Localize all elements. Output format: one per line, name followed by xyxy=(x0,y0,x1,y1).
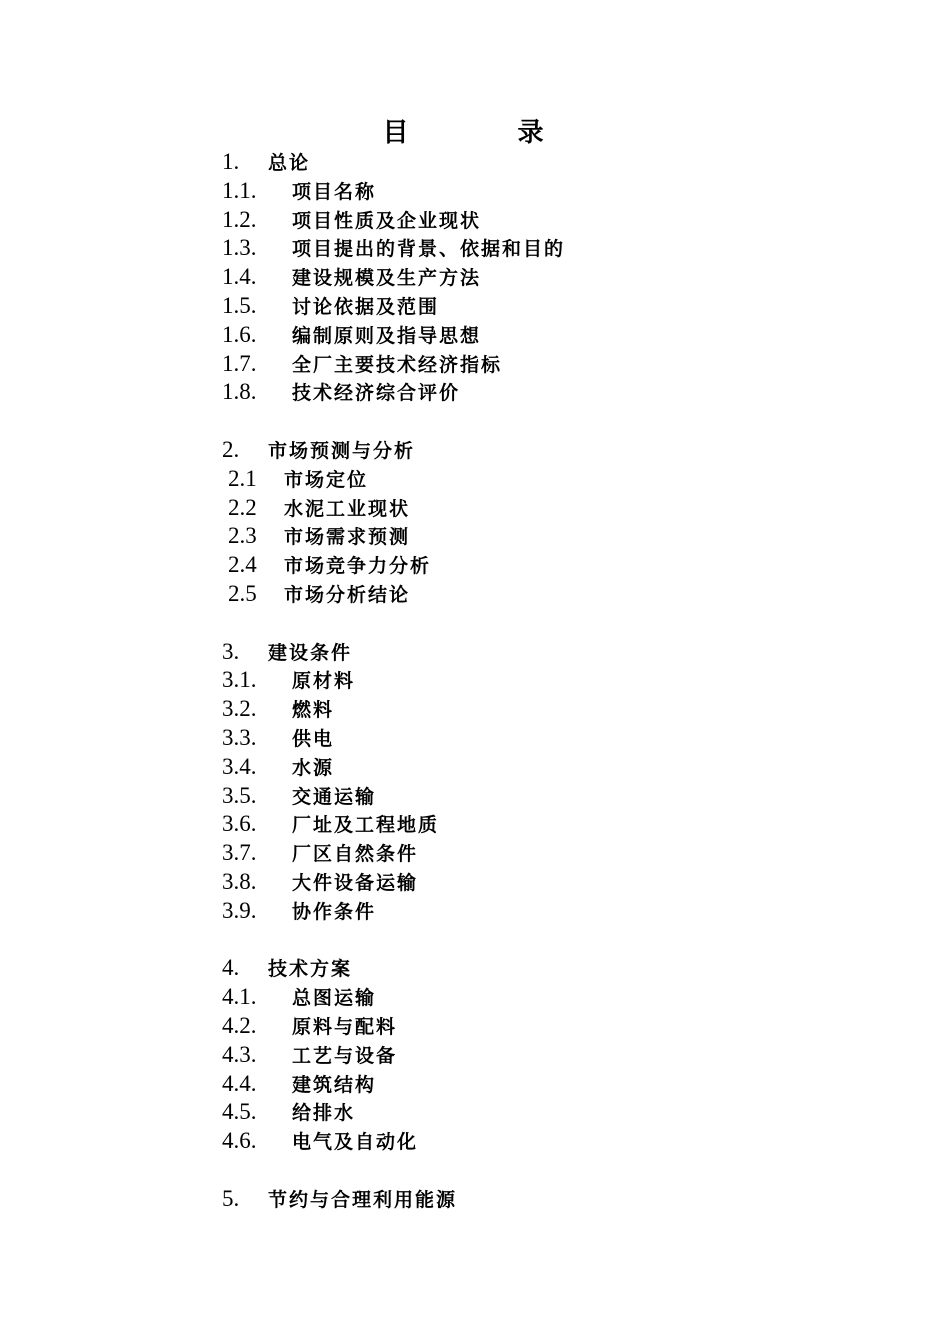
toc-section[interactable] xyxy=(222,638,862,667)
toc-entry[interactable] xyxy=(222,1127,862,1156)
toc-number: 2.3 xyxy=(228,523,257,549)
toc-title: 工艺与设备 xyxy=(292,1044,398,1067)
toc-number: 2.1 xyxy=(228,465,257,491)
page-title: 目 录 xyxy=(382,118,594,148)
toc-title: 项目性质及企业现状 xyxy=(292,209,482,232)
toc-number: 4.3. xyxy=(222,1041,257,1067)
toc-entry[interactable] xyxy=(222,292,862,321)
toc-title: 电气及自动化 xyxy=(292,1131,419,1154)
toc-entry[interactable] xyxy=(222,868,862,897)
toc-entry[interactable] xyxy=(222,494,862,523)
toc-title: 大件设备运输 xyxy=(292,871,419,894)
toc-title: 燃料 xyxy=(292,699,335,722)
toc-title: 项目名称 xyxy=(292,180,377,203)
toc-number: 1.1. xyxy=(222,177,257,203)
toc-entry[interactable] xyxy=(222,234,862,263)
toc-entry[interactable] xyxy=(222,1041,862,1070)
toc-entry[interactable] xyxy=(222,522,862,551)
toc-title: 全厂主要技术经济指标 xyxy=(292,353,503,376)
toc-entry[interactable] xyxy=(222,551,862,580)
toc-number: 2. xyxy=(222,436,240,462)
toc-entry[interactable] xyxy=(222,206,862,235)
toc-entry[interactable] xyxy=(222,810,862,839)
toc-number: 1. xyxy=(222,149,240,174)
toc-title: 协作条件 xyxy=(292,900,377,923)
toc-entry[interactable] xyxy=(222,753,862,782)
toc-title: 厂区自然条件 xyxy=(292,843,419,866)
toc-number: 4.4. xyxy=(222,1070,257,1096)
toc-entry[interactable] xyxy=(222,724,862,753)
toc-entry[interactable] xyxy=(222,378,862,407)
toc-title: 建筑结构 xyxy=(292,1073,377,1096)
toc-title: 编制原则及指导思想 xyxy=(292,324,482,347)
toc-number: 3.8. xyxy=(222,868,257,894)
toc-entry[interactable] xyxy=(222,350,862,379)
toc-title: 建设规模及生产方法 xyxy=(292,267,482,290)
toc-title: 技术方案 xyxy=(268,958,353,981)
toc-title: 供电 xyxy=(292,727,335,750)
toc-title: 给排水 xyxy=(292,1102,356,1125)
section-gap xyxy=(222,609,862,638)
toc-title: 厂址及工程地质 xyxy=(292,814,440,837)
table-of-contents xyxy=(222,148,862,1213)
toc-title: 市场预测与分析 xyxy=(268,439,416,462)
toc-number: 2.2 xyxy=(228,494,257,520)
toc-entry[interactable] xyxy=(222,666,862,695)
section-gap xyxy=(222,1156,862,1185)
toc-section[interactable] xyxy=(222,436,862,465)
toc-number: 4.6. xyxy=(222,1128,257,1154)
toc-section[interactable] xyxy=(222,954,862,983)
toc-number: 3.2. xyxy=(222,696,257,722)
toc-entry[interactable] xyxy=(222,1070,862,1099)
toc-number: 2.5 xyxy=(228,580,257,606)
toc-number: 1.5. xyxy=(222,292,257,318)
toc-number: 4.1. xyxy=(222,984,257,1010)
toc-number: 3.1. xyxy=(222,667,257,693)
toc-title: 项目提出的背景、依据和目的 xyxy=(292,238,566,261)
toc-entry[interactable] xyxy=(222,1012,862,1041)
toc-title: 原料与配料 xyxy=(292,1015,398,1038)
toc-title: 技术经济综合评价 xyxy=(292,382,461,405)
toc-title: 原材料 xyxy=(292,670,356,693)
toc-entry[interactable] xyxy=(222,177,862,206)
toc-title: 水泥工业现状 xyxy=(284,497,411,520)
toc-title: 建设条件 xyxy=(268,641,353,664)
toc-title: 市场需求预测 xyxy=(284,526,411,549)
toc-number: 3.4. xyxy=(222,753,257,779)
toc-number: 5. xyxy=(222,1185,240,1211)
toc-number: 4. xyxy=(222,955,240,981)
toc-number: 3.6. xyxy=(222,811,257,837)
toc-entry[interactable] xyxy=(222,782,862,811)
toc-title: 讨论依据及范围 xyxy=(292,295,440,318)
toc-entry[interactable] xyxy=(222,839,862,868)
toc-section[interactable] xyxy=(222,148,862,177)
toc-number: 1.7. xyxy=(222,350,257,376)
section-gap xyxy=(222,926,862,955)
toc-entry[interactable] xyxy=(222,321,862,350)
toc-title: 总论 xyxy=(268,152,311,174)
toc-number: 4.2. xyxy=(222,1012,257,1038)
toc-entry[interactable] xyxy=(222,983,862,1012)
toc-entry[interactable] xyxy=(222,1098,862,1127)
toc-number: 1.3. xyxy=(222,235,257,261)
toc-number: 1.8. xyxy=(222,379,257,405)
toc-entry[interactable] xyxy=(222,263,862,292)
toc-entry[interactable] xyxy=(222,695,862,724)
toc-number: 1.6. xyxy=(222,321,257,347)
toc-title: 市场定位 xyxy=(284,468,369,491)
toc-entry[interactable] xyxy=(222,580,862,609)
toc-number: 3.7. xyxy=(222,840,257,866)
toc-number: 2.4 xyxy=(228,552,257,578)
toc-title: 市场竞争力分析 xyxy=(284,555,432,578)
toc-number: 3.5. xyxy=(222,782,257,808)
toc-entry[interactable] xyxy=(222,465,862,494)
toc-number: 3. xyxy=(222,638,240,664)
toc-title: 节约与合理利用能源 xyxy=(268,1188,458,1211)
toc-title: 总图运输 xyxy=(292,987,377,1010)
toc-number: 3.3. xyxy=(222,724,257,750)
toc-title: 交通运输 xyxy=(292,785,377,808)
toc-number: 4.5. xyxy=(222,1099,257,1125)
toc-section[interactable] xyxy=(222,1185,862,1214)
toc-number: 1.4. xyxy=(222,264,257,290)
toc-entry[interactable] xyxy=(222,897,862,926)
toc-title: 水源 xyxy=(292,756,335,779)
toc-number: 1.2. xyxy=(222,206,257,232)
toc-title: 市场分析结论 xyxy=(284,583,411,606)
section-gap xyxy=(222,407,862,436)
toc-number: 3.9. xyxy=(222,897,257,923)
